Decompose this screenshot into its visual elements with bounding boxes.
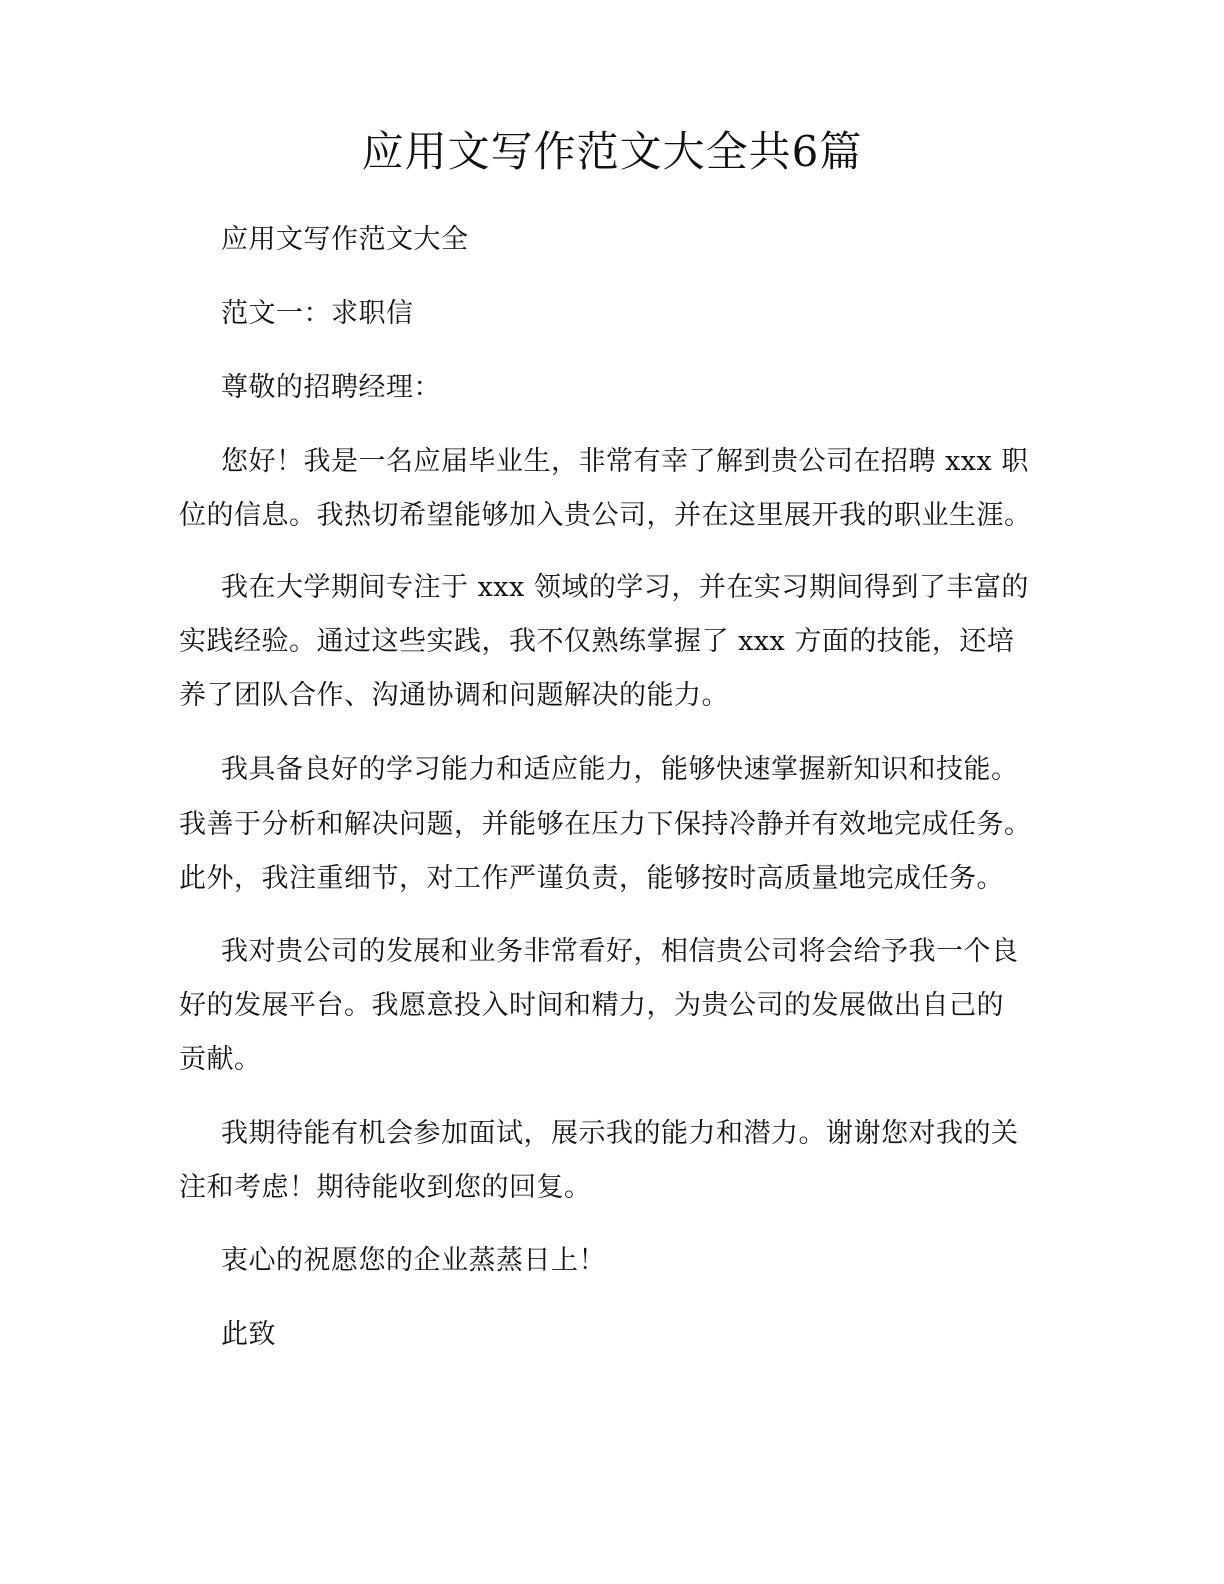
paragraph-line: 此外，我注重细节，对工作严谨负责，能够按时高质量地完成任务。 [179, 863, 1004, 894]
paragraph-line: 养了团队合作、沟通协调和问题解决的能力。 [179, 680, 729, 711]
paragraph-line: 实践经验。通过这些实践，我不仅熟练掌握了 xxx 方面的技能，还培 [179, 626, 1015, 657]
paragraph-line: 位的信息。我热切希望能够加入贵公司，并在这里展开我的职业生涯。 [179, 500, 1032, 531]
paragraph-line: 我具备良好的学习能力和适应能力，能够快速掌握新知识和技能。 [221, 754, 1019, 785]
document-subtitle: 应用文写作范文大全 [221, 224, 469, 255]
paragraph-line: 您好！我是一名应届毕业生，非常有幸了解到贵公司在招聘 xxx 职 [221, 446, 1029, 477]
paragraph-line: 我在大学期间专注于 xxx 领域的学习，并在实习期间得到了丰富的 [221, 572, 1029, 603]
paragraph-line: 注和考虑！期待能收到您的回复。 [179, 1172, 592, 1203]
letter-wish: 衷心的祝愿您的企业蒸蒸日上！ [221, 1245, 606, 1276]
paragraph-line: 好的发展平台。我愿意投入时间和精力，为贵公司的发展做出自己的 [179, 990, 1004, 1021]
letter-salutation: 尊敬的招聘经理： [221, 372, 441, 403]
section-heading: 范文一：求职信 [221, 298, 414, 329]
document-title: 应用文写作范文大全共6篇 [361, 127, 863, 176]
paragraph-line: 我对贵公司的发展和业务非常看好，相信贵公司将会给予我一个良 [221, 936, 1019, 967]
letter-closing: 此致 [221, 1319, 276, 1350]
paragraph-line: 我善于分析和解决问题，并能够在压力下保持冷静并有效地完成任务。 [179, 809, 1032, 840]
paragraph-line: 我期待能有机会参加面试，展示我的能力和潜力。谢谢您对我的关 [221, 1118, 1019, 1149]
paragraph-line: 贡献。 [179, 1044, 262, 1075]
